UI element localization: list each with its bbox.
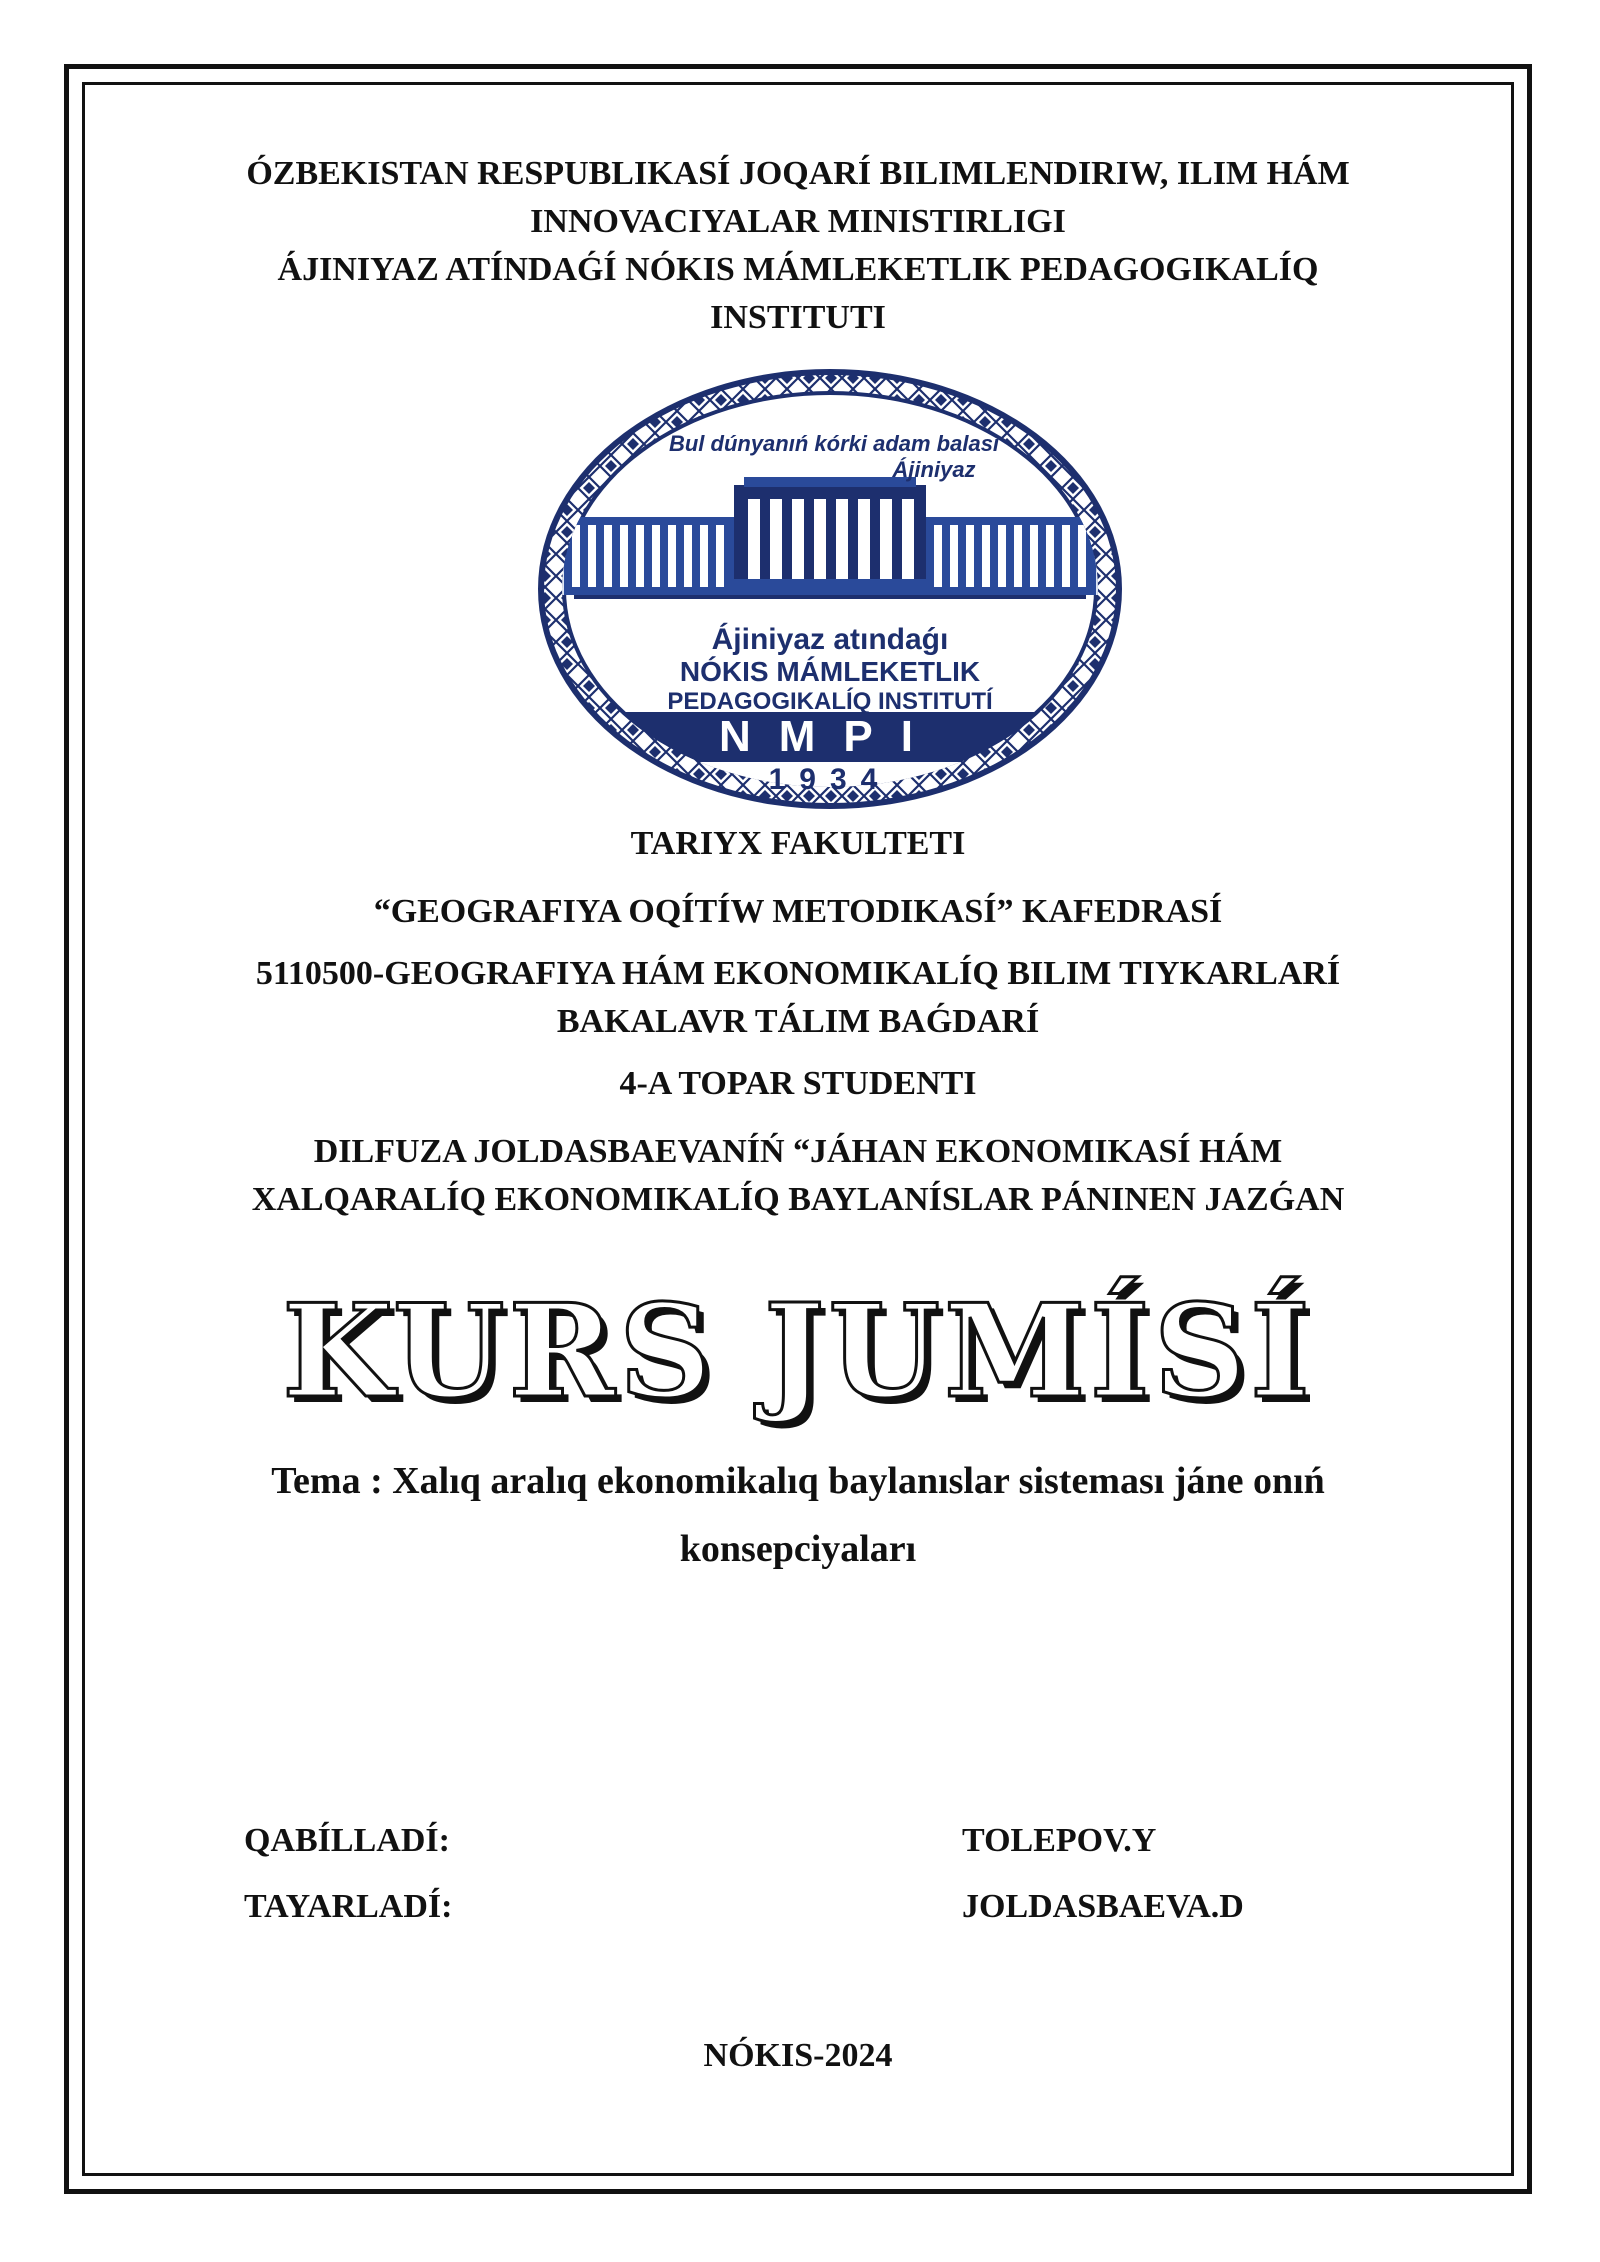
prepared-name: JOLDASBAEVA.D: [962, 1888, 1244, 1925]
direction-line-2: BAKALAVR TÁLIM BAǴDARÍ: [556, 1003, 1040, 1040]
institute-line-1: ÁJINIYAZ ATÍNDAǴÍ NÓKIS MÁMLEKETLIK PEDAGOGIKALÍQ: [277, 251, 1319, 288]
direction-heading: [82, 950, 1514, 1046]
logo-abbreviation: NMPI: [719, 712, 941, 761]
logo-name-line-1: Ájiniyaz atındaǵı: [711, 623, 949, 656]
place-year: NÓKIS-2024: [703, 2037, 893, 2074]
department-heading: “GEOGRAFIYA OQÍTÍW METODIKASÍ” KAFEDRASÍ: [373, 893, 1223, 930]
student-line-1: DILFUZA JOLDASBAEVANÍŃ “JÁHAN EKONOMIKASÍ HÁM: [313, 1133, 1283, 1170]
ministry-line-1: ÓZBEKISTAN RESPUBLIKASÍ JOQARÍ BILIMLENDIRIW, ILIM HÁM: [246, 155, 1350, 192]
logo-name-line-3: PEDAGOGIKALÍQ INSTITUTÍ: [667, 688, 993, 715]
group-heading: 4-A TOPAR STUDENTI: [619, 1065, 977, 1102]
logo-name-line-2: NÓKIS MÁMLEKETLIK: [679, 656, 981, 687]
student-line-2: XALQARALÍQ EKONOMIKALÍQ BAYLANÍSLAR PÁNINEN JAZǴAN: [251, 1181, 1345, 1218]
title-page: [82, 82, 1514, 2176]
prepared-label: TAYARLADÍ:: [244, 1888, 453, 1925]
logo-motto-line-1: Bul dúnyanıń kórki adam balası: [668, 431, 1000, 456]
institute-logo: [534, 367, 1126, 812]
topic-line-1: Tema : Xalıq aralıq ekonomikalıq baylanıslar sisteması jáne onıń: [271, 1460, 1325, 1502]
logo-year: 1934: [768, 763, 892, 796]
faculty-heading: TARIYX FAKULTETI: [630, 825, 966, 862]
logo-emblem: [534, 367, 1126, 812]
direction-line-1: 5110500-GEOGRAFIYA HÁM EKONOMIKALÍQ BILIM TIYKARLARÍ: [255, 955, 1341, 992]
logo-motto-line-2: Ájiniyaz: [892, 457, 976, 482]
topic-line-2: konsepciyaları: [679, 1528, 917, 1570]
institute-line-2: INSTITUTI: [710, 299, 886, 336]
accepted-label: QABÍLLADÍ:: [244, 1822, 450, 1859]
topic: [82, 1447, 1514, 1583]
ministry-heading: [82, 150, 1514, 342]
work-title: KURS JUMÍSÍ: [282, 1277, 1314, 1427]
accepted-name: TOLEPOV.Y: [962, 1822, 1157, 1859]
student-heading: [82, 1128, 1514, 1224]
ministry-line-2: INNOVACIYALAR MINISTIRLIGI: [530, 203, 1066, 240]
